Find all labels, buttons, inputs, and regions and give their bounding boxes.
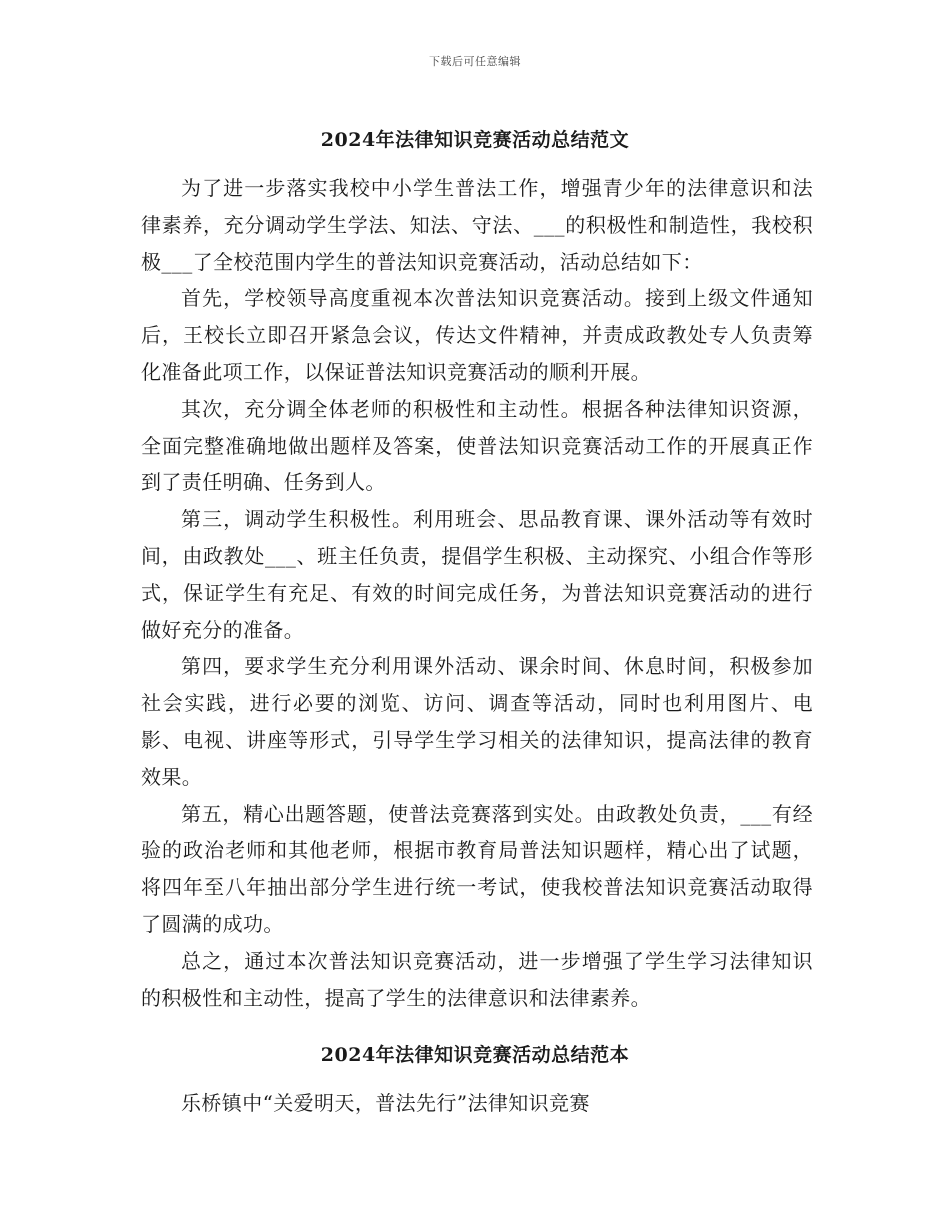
- document-body: [141, 170, 813, 1016]
- paragraph-event-name: 乐桥镇中“关爱明天，普法先行”法律知识竞赛: [181, 1091, 590, 1115]
- paragraph-fifth: 第五，精心出题答题，使普法竞赛落到实处。由政教处负责，___有经验的政治老师和其他老师，根据市教育局普法知识题样，精心出了试题，将四年至八年抽出部分学生进行统一考试，使我校普法知识竞赛活动取得了圆满的成功。: [141, 801, 813, 936]
- page-header-note: 下载后可任意编辑: [429, 55, 521, 68]
- document-title: 2024年法律知识竞赛活动总结范文: [320, 129, 630, 151]
- paragraph-conclusion: 总之，通过本次普法知识竞赛活动，进一步增强了学生学习法律知识的积极性和主动性，提高了学生的法律意识和法律素养。: [141, 948, 813, 1010]
- second-document-title: 2024年法律知识竞赛活动总结范本: [320, 1044, 630, 1066]
- paragraph-third: 第三，调动学生积极性。利用班会、思品教育课、课外活动等有效时间，由政教处___、班主任负责，提倡学生积极、主动探究、小组合作等形式，保证学生有充足、有效的时间完成任务，为普法知识竞赛活动的进行做好充分的准备。: [141, 507, 813, 642]
- paragraph-fourth: 第四，要求学生充分利用课外活动、课余时间、休息时间，积极参加社会实践，进行必要的浏览、访问、调查等活动，同时也利用图片、电影、电视、讲座等形式，引导学生学习相关的法律知识，提高法律的教育效果。: [141, 654, 813, 789]
- second-document-body: [141, 1085, 813, 1122]
- paragraph-intro: 为了进一步落实我校中小学生普法工作，增强青少年的法律意识和法律素养，充分调动学生学法、知法、守法、___的积极性和制造性，我校积极___了全校范围内学生的普法知识竞赛活动，活动总结如下：: [141, 176, 813, 274]
- paragraph-first: 首先，学校领导高度重视本次普法知识竞赛活动。接到上级文件通知后，王校长立即召开紧急会议，传达文件精神，并责成政教处专人负责筹化准备此项工作，以保证普法知识竞赛活动的顺利开展。: [141, 286, 813, 384]
- paragraph-second: 其次，充分调全体老师的积极性和主动性。根据各种法律知识资源，全面完整准确地做出题样及答案，使普法知识竞赛活动工作的开展真正作到了责任明确、任务到人。: [141, 396, 813, 495]
